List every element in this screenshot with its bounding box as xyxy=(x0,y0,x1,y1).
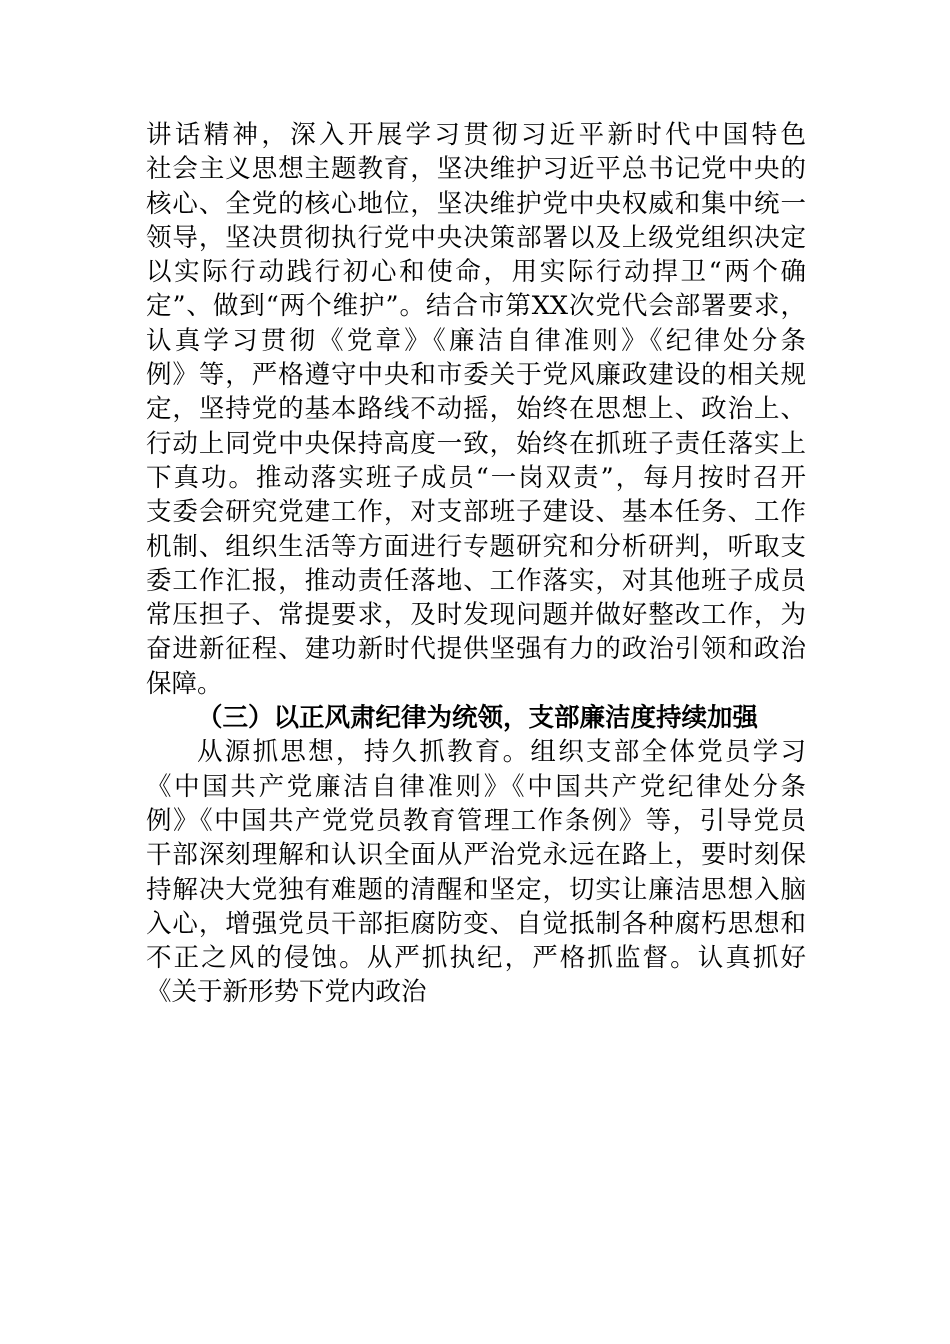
text-line: 例》《中国共产党党员教育管理工作条例》等，引导党员 xyxy=(146,805,806,836)
text-line: 委工作汇报，推动责任落地、工作落实，对其他班子成员 xyxy=(146,565,806,596)
document-body xyxy=(146,118,806,1010)
text-line: 入心，增强党员干部拒腐防变、自觉抵制各种腐朽思想和 xyxy=(146,908,806,939)
text-line: 例》等，严格遵守中央和市委关于党风廉政建设的相关规 xyxy=(146,360,806,391)
text-line: 下真功。推动落实班子成员“一岗双责”，每月按时召开 xyxy=(146,462,806,493)
text-line: 领导，坚决贯彻执行党中央决策部署以及上级党组织决定 xyxy=(146,222,806,253)
text-line: 以实际行动践行初心和使命，用实际行动捍卫“两个确 xyxy=(146,257,806,288)
text-line: 持解决大党独有难题的清醒和坚定，切实让廉洁思想入脑 xyxy=(146,874,806,905)
text-line: 社会主义思想主题教育，坚决维护习近平总书记党中央的 xyxy=(146,154,806,185)
text-line: 核心、全党的核心地位，坚决维护党中央权威和集中统一 xyxy=(146,188,806,219)
text-line: 讲话精神，深入开展学习贯彻习近平新时代中国特色 xyxy=(146,120,806,150)
text-line: 认真学习贯彻《党章》《廉洁自律准则》《纪律处分条 xyxy=(146,325,806,356)
text-line: 行动上同党中央保持高度一致，始终在抓班子责任落实上 xyxy=(146,428,806,459)
section-heading xyxy=(146,701,806,735)
text-line: 支委会研究党建工作，对支部班子建设、基本任务、工作 xyxy=(146,497,806,528)
text-line: 《关于新形势下党内政治 xyxy=(146,977,427,1008)
paragraph-1 xyxy=(146,118,806,701)
text-line: 奋进新征程、建功新时代提供坚强有力的政治引领和政治 xyxy=(146,634,806,665)
text-line: 从源抓思想，持久抓教育。组织支部全体党员学习 xyxy=(197,737,806,768)
text-line: 机制、组织生活等方面进行专题研究和分析研判，听取支 xyxy=(146,531,806,562)
text-line: 不正之风的侵蚀。从严抓执纪，严格抓监督。认真抓好 xyxy=(146,943,806,974)
text-line: 定”、做到“两个维护”。结合市第XX次党代会部署要求， xyxy=(146,291,806,322)
heading-line: （三）以正风肃纪律为统领，支部廉洁度持续加强 xyxy=(197,703,759,734)
text-line: 《中国共产党廉洁自律准则》《中国共产党纪律处分条 xyxy=(146,771,806,802)
text-line: 常压担子、常提要求，及时发现问题并做好整改工作，为 xyxy=(146,600,806,631)
text-line: 保障。 xyxy=(146,668,223,699)
text-line: 干部深刻理解和认识全面从严治党永远在路上，要时刻保 xyxy=(146,840,806,871)
text-line: 定，坚持党的基本路线不动摇，始终在思想上、政治上、 xyxy=(146,394,806,425)
paragraph-2 xyxy=(146,735,806,1009)
